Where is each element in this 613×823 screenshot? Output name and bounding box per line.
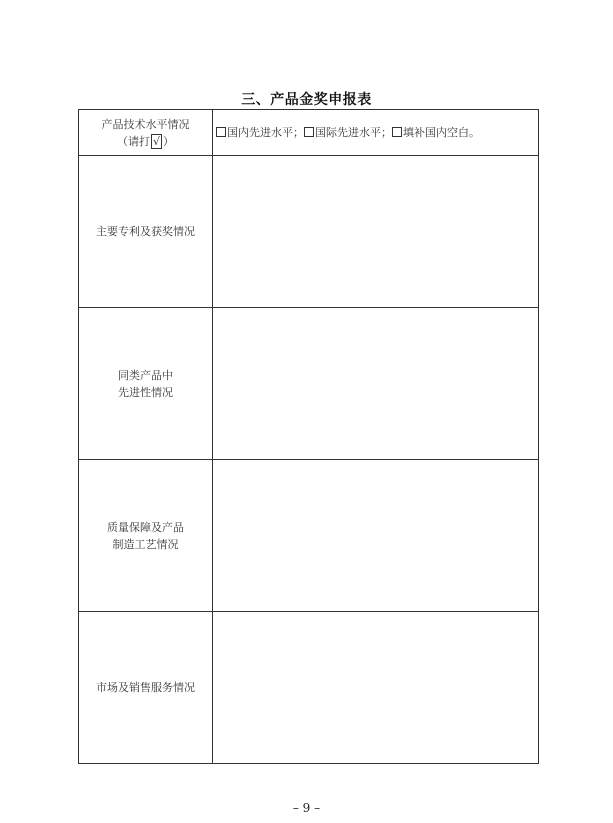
label-text: 主要专利及获奖情况	[96, 225, 195, 238]
tick-instruction-suffix: ）	[163, 134, 174, 148]
label-text: 质量保障及产品	[107, 520, 184, 534]
checkbox-fill-domestic-gap[interactable]	[392, 127, 402, 137]
tech-level-options	[213, 124, 538, 141]
label-patents	[79, 156, 213, 308]
checkmark-icon: √	[152, 134, 160, 148]
label-quality	[79, 460, 213, 612]
label-text: 制造工艺情况	[112, 537, 179, 551]
value-tech-level	[213, 110, 539, 156]
option-fill-domestic-gap: 填补国内空白。	[403, 126, 480, 139]
page-number: – 9 –	[292, 801, 321, 815]
award-application-table	[78, 109, 539, 764]
table-row-market	[79, 612, 539, 764]
tick-instruction-prefix: （请打	[116, 134, 150, 148]
field-patents[interactable]	[213, 156, 539, 308]
table-row-quality	[79, 460, 539, 612]
label-text: 先进性情况	[118, 385, 173, 399]
form-title: 三、产品金奖申报表	[241, 92, 372, 108]
option-international-advanced: 国际先进水平；	[315, 126, 392, 139]
label-market	[79, 612, 213, 764]
option-domestic-advanced: 国内先进水平；	[227, 126, 304, 139]
label-text: 产品技术水平情况	[101, 117, 190, 131]
label-text: 同类产品中	[118, 368, 173, 382]
checkbox-domestic-advanced[interactable]	[216, 127, 226, 137]
checkbox-international-advanced[interactable]	[304, 127, 314, 137]
table-row-patents	[79, 156, 539, 308]
label-text: 市场及销售服务情况	[96, 681, 195, 694]
table-row-tech-level	[79, 110, 539, 156]
field-advancement[interactable]	[213, 308, 539, 460]
field-market[interactable]	[213, 612, 539, 764]
field-quality[interactable]	[213, 460, 539, 612]
table-row-advancement	[79, 308, 539, 460]
label-advancement	[79, 308, 213, 460]
tick-instruction	[79, 133, 212, 150]
label-tech-level	[79, 110, 213, 156]
